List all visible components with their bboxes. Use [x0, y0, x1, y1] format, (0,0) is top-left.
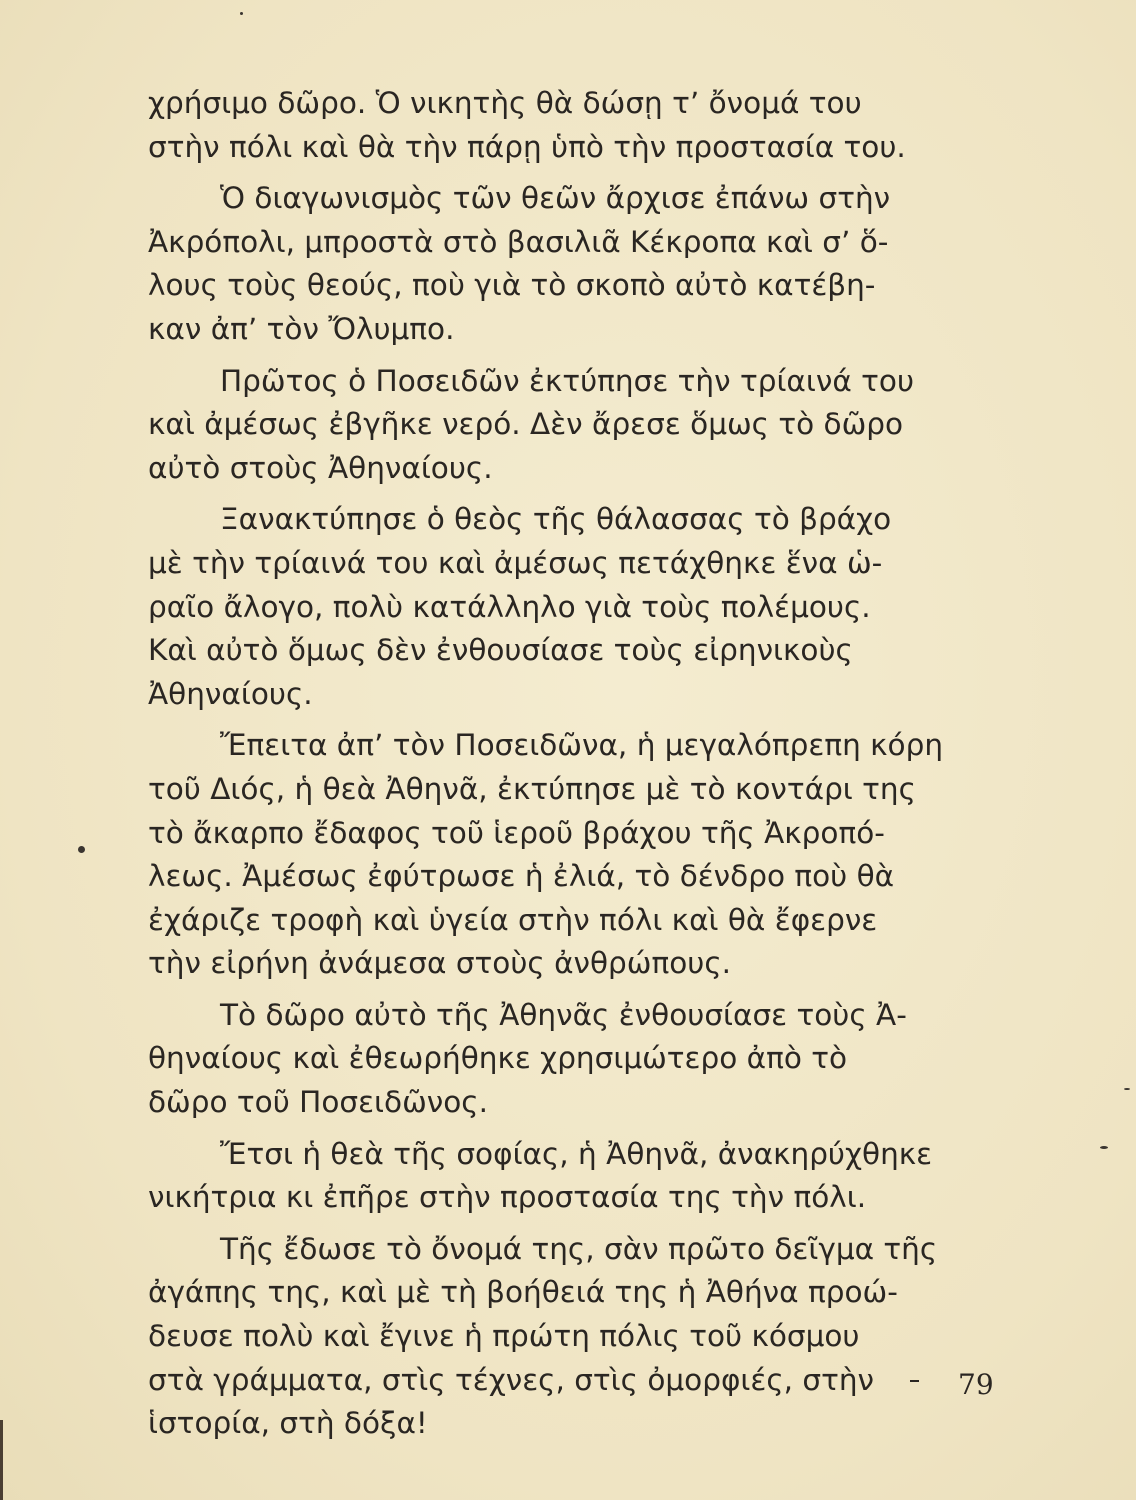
page-number-dash: [910, 1380, 919, 1382]
paragraph-5: Ἔπειτα ἀπ’ τὸν Ποσειδῶνα, ἡ μεγαλόπρεπη κόρη τοῦ Διός, ἡ θεὰ Ἀθηνᾶ, ἐκτύπησε μὲ τὸ κοντάρι της τὸ ἄκαρπο ἔδαφος τοῦ ἱεροῦ βράχου τῆς Ἀκροπό- λεως. Ἀμέσως ἐφύτρωσε ἡ ἐλιά, τὸ δένδρο ποὺ θὰ ἐχάριζε τροφὴ καὶ ὑγεία στὴν πόλι καὶ θὰ ἔφερνε τὴν εἰρήνη ἀνάμεσα στοὺς ἀνθρώπους.: [148, 728, 944, 981]
paragraph-3: Πρῶτος ὁ Ποσειδῶν ἐκτύπησε τὴν τρίαινά του καὶ ἀμέσως ἐβγῆκε νερό. Δὲν ἄρεσε ὅμως τὸ δῶρο αὐτὸ στοὺς Ἀθηναίους.: [148, 363, 915, 485]
body-text: [148, 82, 984, 1454]
page-number: 79: [958, 1368, 994, 1401]
paragraph-1: χρήσιμο δῶρο. Ὁ νικητὴς θὰ δώσῃ τ’ ὄνομά του στὴν πόλι καὶ θὰ τὴν πάρῃ ὑπὸ τὴν προστασία του.: [148, 86, 906, 164]
paragraph-4: Ξανακτύπησε ὁ θεὸς τῆς θάλασσας τὸ βράχο μὲ τὴν τρίαινά του καὶ ἀμέσως πετάχθηκε ἕνα ὡ- ραῖο ἄλογο, πολὺ κατάλληλο γιὰ τοὺς πολέμους. Καὶ αὐτὸ ὅμως δὲν ἐνθουσίασε τοὺς εἰρηνικοὺς Ἀθηναίους.: [148, 502, 892, 711]
paragraph-6: Τὸ δῶρο αὐτὸ τῆς Ἀθηνᾶς ἐνθουσίασε τοὺς Ἀ- θηναίους καὶ ἐθεωρήθηκε χρησιμώτερο ἀπὸ τὸ δῶρο τοῦ Ποσειδῶνος.: [148, 997, 907, 1120]
ink-speck: [240, 12, 243, 15]
paragraph-8: Τῆς ἔδωσε τὸ ὄνομά της, σὰν πρῶτο δεῖγμα τῆς ἀγάπης της, καὶ μὲ τὴ βοήθειά της ἡ Ἀθήνα προώ- δευσε πολὺ καὶ ἔγινε ἡ πρώτη πόλις τοῦ κόσμου στὰ γράμματα, στὶς τέχνες, στὶς ὀμορφιές, στὴν ἱστορία, στὴ δόξα!: [148, 1231, 938, 1441]
page-edge-shadow: [0, 1420, 3, 1500]
ink-speck: [78, 846, 85, 853]
paragraph-7: Ἔτσι ἡ θεὰ τῆς σοφίας, ἡ Ἀθηνᾶ, ἀνακηρύχθηκε νικήτρια κι ἐπῆρε στὴν προστασία της τὴν πόλι.: [148, 1136, 933, 1215]
ink-speck: [1124, 1088, 1130, 1090]
paragraph-2: Ὁ διαγωνισμὸς τῶν θεῶν ἄρχισε ἐπάνω στὴν Ἀκρόπολι, μπροστὰ στὸ βασιλιᾶ Κέκροπα καὶ σ’ ὅ- λους τοὺς θεούς, ποὺ γιὰ τὸ σκοπὸ αὐτὸ κατέβη- καν ἀπ’ τὸν Ὄλυμπο.: [148, 181, 891, 346]
ink-speck: [1100, 1146, 1108, 1149]
